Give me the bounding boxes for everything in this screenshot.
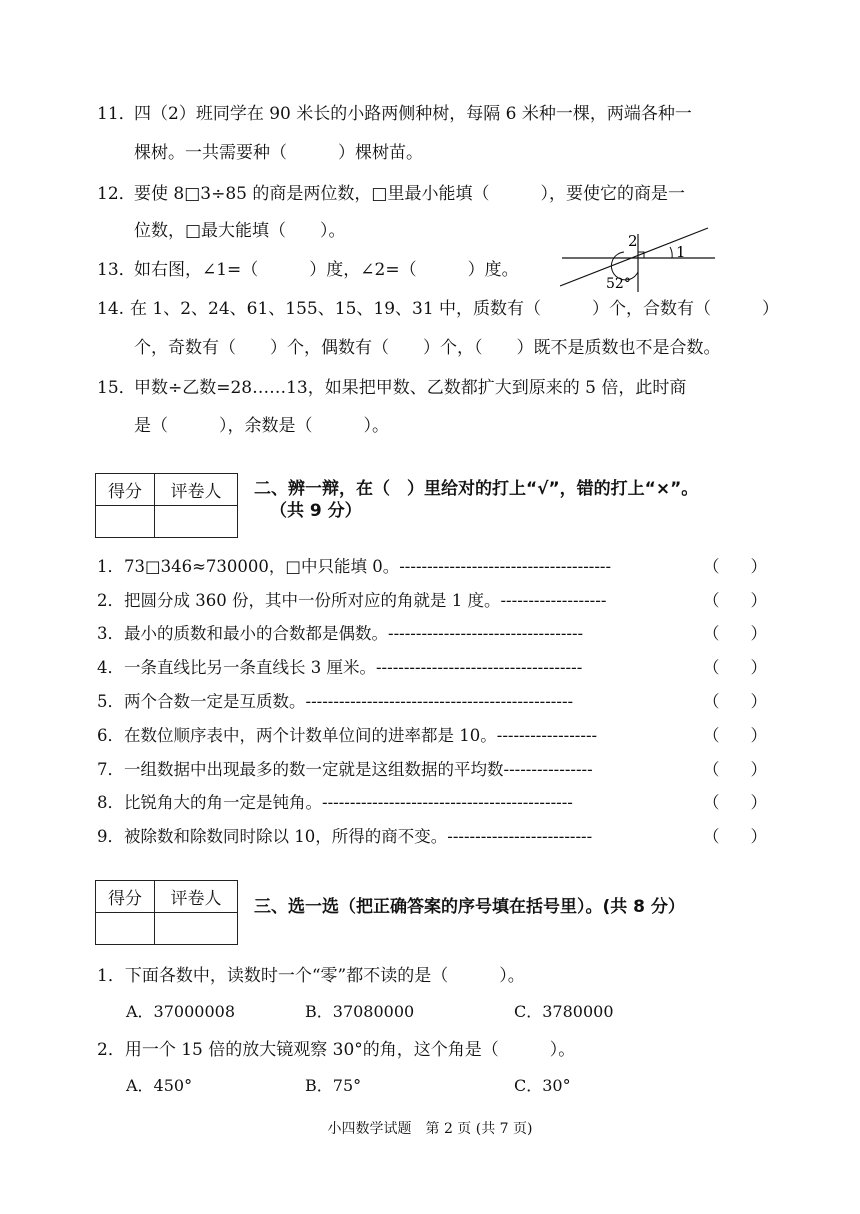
judge-item-8: 8．比锐角大的角一定是钝角。--------------------------------------------- （ ） [97,793,767,812]
score-box-section3 [95,880,238,945]
section2-subtitle: （共 9 分） [270,501,362,521]
choice-q1-stem: 1．下面各数中，读数时一个“零”都不读的是（ ）。 [97,966,525,986]
angle-52-label: 52° [606,276,631,292]
grader-label: 评卷人 [155,881,238,913]
grader-cell[interactable] [155,913,238,945]
judge-item-3: 3．最小的质数和最小的合数都是偶数。----------------------------------- （ ） [97,624,767,643]
item-12-line1: 要使 8□3÷85 的商是两位数，□里最小能填（ ），要使它的商是一 [134,184,685,204]
section2-title: 二、辨一辩，在（ ）里给对的打上“√”，错的打上“×”。 [254,479,699,499]
page-footer: 小四数学试题 第 2 页 (共 7 页) [327,1121,533,1137]
item-15-number: 15． [97,378,136,398]
judge-item-1: 1．73□346≈730000，□中只能填 0。-------------------------------------- （ ） [97,557,767,576]
grader-cell[interactable] [155,506,238,538]
item-11-line2: 棵树。一共需要种（ ）棵树苗。 [134,143,423,163]
item-11-line1: 四（2）班同学在 90 米长的小路两侧种树，每隔 6 米种一棵，两端各种一 [134,104,692,124]
score-box-section2 [95,473,238,538]
angle-1-label: 1 [676,243,686,261]
angle-1-arc [670,247,672,258]
choice-q2-stem: 2．用一个 15 倍的放大镜观察 30°的角，这个角是（ ）。 [97,1040,576,1060]
item-11-number: 11． [97,104,136,124]
item-12-number: 12． [97,184,136,204]
score-label: 得分 [96,474,155,506]
section3-title: 三、选一选（把正确答案的序号填在括号里）。(共 8 分） [254,897,685,917]
choice-q2-option-c[interactable]: C．30° [514,1076,571,1095]
judge-item-6: 6．在数位顺序表中，两个计数单位间的进率都是 10。------------------ （ ） [97,726,767,745]
item-15-line1: 甲数÷乙数=28……13，如果把甲数、乙数都扩大到原来的 5 倍，此时商 [134,378,687,398]
item-14-number: 14. [97,299,125,319]
item-13-line1: 如右图，∠1=（ ）度，∠2=（ ）度。 [134,260,519,280]
score-cell[interactable] [96,913,155,945]
choice-q1-option-b[interactable]: B．37080000 [305,1002,415,1021]
grader-label: 评卷人 [155,474,238,506]
choice-q2-option-a[interactable]: A．450° [126,1076,193,1095]
item-14-line2: 个，奇数有（ ）个，偶数有（ ）个，（ ）既不是质数也不是合数。 [134,338,721,358]
angle-figure [560,226,720,296]
score-label: 得分 [96,881,155,913]
score-cell[interactable] [96,506,155,538]
judge-item-7: 7．一组数据中出现最多的数一定就是这组数据的平均数---------------- （ ） [97,760,767,779]
item-15-line2: 是（ ），余数是（ ）。 [134,416,389,436]
judge-item-2: 2．把圆分成 360 份，其中一份所对应的角就是 1 度。------------------- （ ） [97,591,767,610]
judge-item-9: 9．被除数和除数同时除以 10，所得的商不变。-------------------------- （ ） [97,827,767,846]
angle-2-label: 2 [628,232,638,250]
choice-q2-option-b[interactable]: B．75° [305,1076,362,1095]
item-13-number: 13． [97,260,136,280]
choice-q1-option-c[interactable]: C．3780000 [514,1002,614,1021]
choice-q1-option-a[interactable]: A．37000008 [126,1002,235,1021]
judge-item-5: 5．两个合数一定是互质数。------------------------------------------------ （ ） [97,692,767,711]
item-12-line2: 位数，□最大能填（ ）。 [134,221,346,241]
item-14-line1: 在 1、2、24、61、155、15、19、31 中，质数有（ ）个，合数有（ ） [130,299,780,319]
judge-item-4: 4．一条直线比另一条直线长 3 厘米。------------------------------------- （ ） [97,658,767,677]
